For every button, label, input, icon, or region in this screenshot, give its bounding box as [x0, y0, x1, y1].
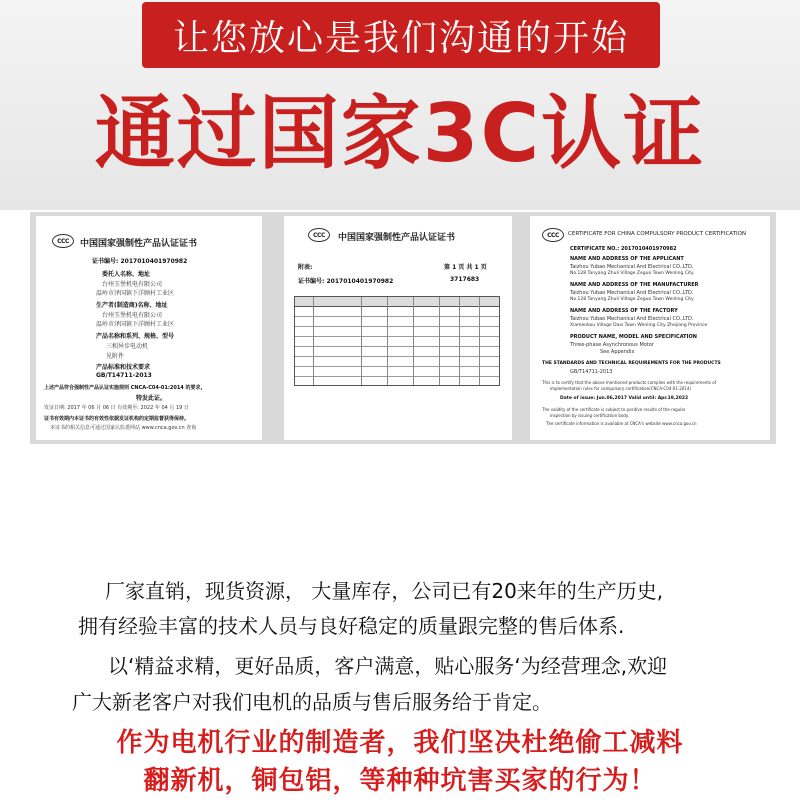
cert-line: Taizhou Yubao Mechanical And Electrical CO.,LTD. [570, 290, 694, 296]
ccc-logo-icon: CCC [308, 228, 330, 242]
slogan-banner [142, 2, 660, 68]
warning-line-2: 翻新机，铜包铝，等种种坑害买家的行为！ [143, 766, 657, 796]
cert-line: 产品名称和系列、规格、型号 [96, 333, 175, 340]
cert-line: NAME AND ADDRESS OF THE APPLICANT [570, 256, 684, 262]
cert-line: NAME AND ADDRESS OF THE FACTORY [570, 308, 678, 314]
intro-line-4: 广大新老客户对我们电机的品质与售后服务给于肯定。 [72, 690, 552, 714]
cert-line: 台州玉堡机电有限公司 [102, 312, 163, 319]
cert-line: THE STANDARDS AND TECHNICAL REQUIREMENTS FOR THE PRODUCTS [542, 361, 721, 366]
certificate-title: CERTIFICATE FOR CHINA COMPULSORY PRODUCT CERTIFICATION [568, 231, 747, 237]
cert-line: The validity of the certificate is subject to positive results of the regular [542, 407, 686, 412]
cert-line: 证书编号: 2017010401970982 [92, 258, 188, 265]
warning-line-1: 作为电机行业的制造者，我们坚决杜绝偷工减料 [116, 728, 684, 758]
cert-line: 特发此证。 [136, 395, 167, 402]
certificate-appendix [284, 216, 512, 440]
certificate-title: 中国国家强制性产品认证证书 [338, 233, 456, 243]
cert-extra-number: 3717683 [450, 276, 480, 283]
cert-line: 本证书的相关信息可通过国家认监委网站 www.cnca.gov.cn 查询 [50, 425, 197, 431]
cert-line: No.128 Tanyang Zhuli Village Zeguo Town Wenling City [570, 271, 694, 276]
intro-line-1: 厂家直销，现货资源， 大量库存，公司已有20来年的生产历史, [105, 579, 664, 603]
cert-number: 证书编号: 2017010401970982 [298, 278, 394, 285]
certificate-english [530, 216, 770, 440]
cert-line: See Appendix [600, 349, 635, 355]
model-table [294, 296, 500, 386]
cert-line: The certificate information is available at CNCA's website www.cnca.gov.cn [546, 421, 697, 426]
cert-line: CERTIFICATE NO.: 2017010401970982 [570, 246, 677, 252]
cert-line: NAME AND ADDRESS OF THE MANUFACTURER [570, 282, 699, 288]
cert-line: 产品标准和技术要求 [96, 364, 151, 371]
cert-line: 上述产品符合强制性产品认证实施规则 CNCA-C04-01:2014 的要求, [44, 385, 203, 391]
cert-line: 证书有效期内本证书的有效性依据发证机构的定期监督获得保持。 [44, 416, 190, 422]
cert-line: This is to certify that the above mentioned products complies with the requirements of [542, 380, 717, 385]
page-headline: 通过国家3C认证 [94, 87, 706, 180]
cert-line: No.128 Tanyang Zhuli Village Zeguo Town Wenling City [570, 297, 694, 302]
cert-line: 三相异步电动机 [106, 343, 149, 350]
ccc-logo-icon: CCC [542, 228, 564, 242]
slogan-text: 让您放心是我们沟通的开始 [172, 17, 629, 59]
intro-line-3: 以‘精益求精，更好品质，客户满意，贴心服务‘为经营理念,欢迎 [108, 654, 668, 678]
cert-line: Taizhou Yubao Mechanical And Electrical CO.,LTD. [570, 316, 694, 322]
cert-line: 台州玉堡机电有限公司 [102, 281, 163, 288]
page-number: 第 1 页 共 1 页 [444, 264, 487, 271]
cert-line: implementation rules for compulsory certification(CNCA-C04-01:2014) [550, 386, 691, 391]
cert-line: GB/T14711-2013 [570, 369, 613, 375]
intro-line-2: 拥有经验丰富的技术人员与良好稳定的质量跟完整的售后体系. [78, 614, 625, 638]
ccc-logo-icon: CCC [52, 234, 74, 248]
cert-line: 见附件 [106, 353, 125, 360]
appendix-label: 附表: [298, 264, 313, 271]
certificate-chinese [36, 216, 262, 440]
cert-line: 温岭市泽国镇下洋顾村工业区 [96, 290, 175, 297]
cert-line: Taizhou Yubao Mechanical And Electrical CO.,LTD. [570, 264, 694, 270]
cert-line: 发证日期: 2017 年 06 月 06 日 有效期至: 2022 年 04 月 19 日 [44, 405, 189, 411]
certificate-title: 中国国家强制性产品认证证书 [80, 239, 198, 249]
cert-line: Three-phase Asynchronous Motor [570, 342, 654, 348]
cert-line: inspection by issuing certification body. [550, 413, 629, 418]
cert-line: GB/T14711-2013 [96, 372, 152, 379]
cert-line: PRODUCT NAME, MODEL AND SPECIFICATION [570, 334, 697, 340]
cert-line: Date of issue: Jun.06,2017 Valid until: Apr.19,2022 [560, 396, 689, 401]
cert-line: 生产者(制造商)名称、地址 [96, 302, 168, 309]
cert-line: 委托人名称、地址 [102, 271, 151, 278]
cert-line: Xiamenkou Village Daxi Town Wenling City Zhejiang Province [570, 323, 708, 328]
cert-line: 温岭市泽国镇下洋顾村工业区 [96, 321, 175, 328]
